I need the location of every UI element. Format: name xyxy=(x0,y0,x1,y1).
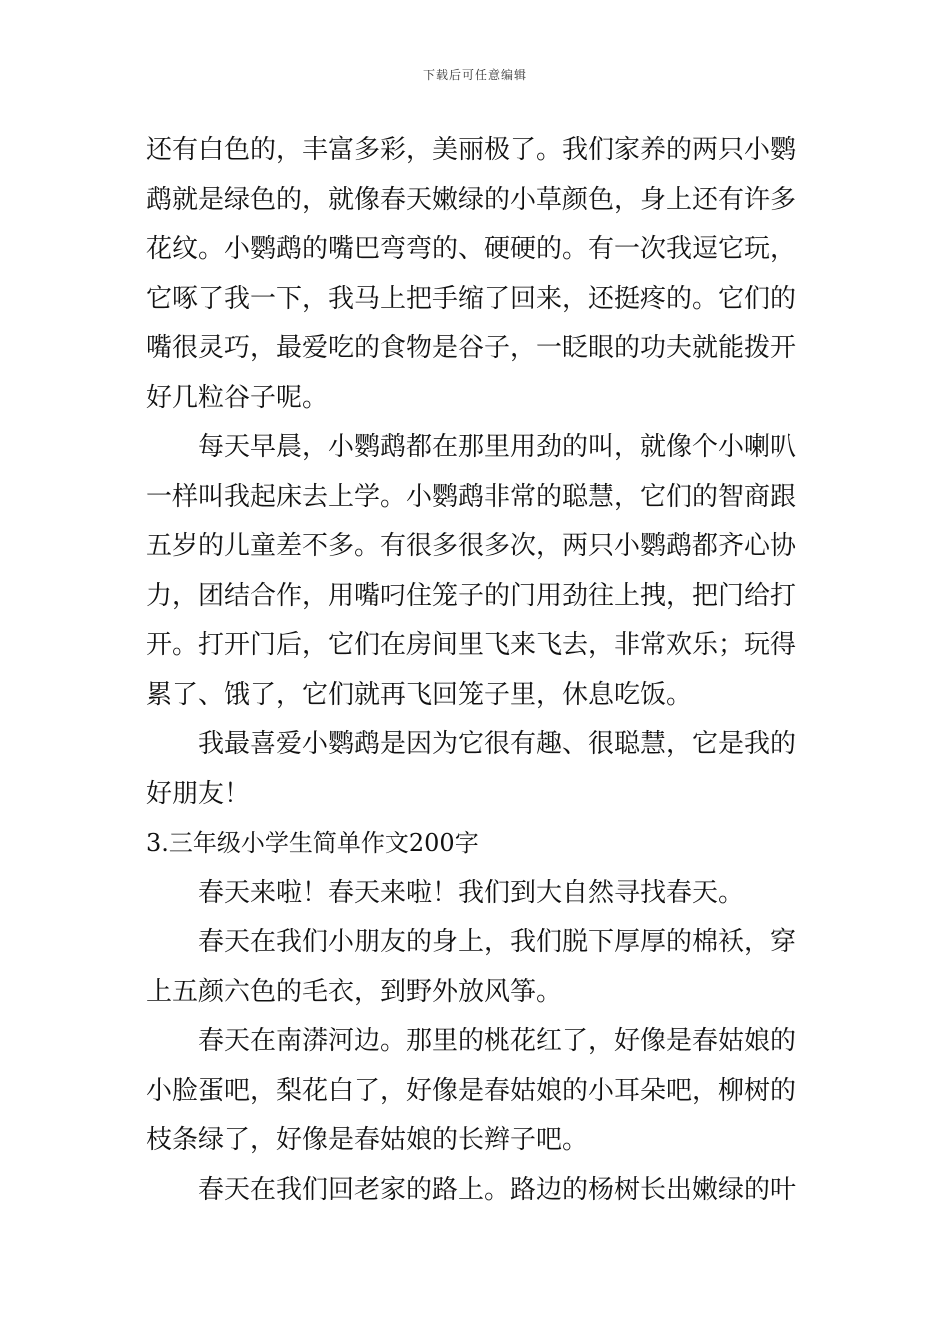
text-line: 春天在南漭河边。那里的桃花红了，好像是春姑娘的 xyxy=(198,1026,797,1056)
text-line: 春天来啦！春天来啦！我们到大自然寻找春天。 xyxy=(198,877,745,908)
text-line: 春天在我们小朋友的身上，我们脱下厚厚的棉袄，穿 xyxy=(198,927,797,957)
section-heading: 3.三年级小学生简单作文200字 xyxy=(146,829,479,857)
text-line: 还有白色的，丰富多彩，美丽极了。我们家养的两只小鹦 xyxy=(146,135,797,165)
text-line: 累了、饿了，它们就再飞回笼子里，休息吃饭。 xyxy=(146,679,693,710)
text-line: 春天在我们回老家的路上。路边的杨树长出嫩绿的叶 xyxy=(198,1174,797,1205)
text-line: 上五颜六色的毛衣，到野外放风筝。 xyxy=(146,976,563,1007)
text-line: 鹉就是绿色的，就像春天嫩绿的小草颜色，身上还有许多 xyxy=(146,184,797,215)
text-line: 好朋友！ xyxy=(146,778,251,809)
text-line: 嘴很灵巧，最爱吃的食物是谷子，一眨眼的功夫就能拨开 xyxy=(146,333,797,363)
page-header: 下载后可任意编辑 xyxy=(422,68,527,82)
text-line: 力，团结合作，用嘴叼住笼子的门用劲往上拽，把门给打 xyxy=(146,580,797,611)
text-line: 小脸蛋吧，梨花白了，好像是春姑娘的小耳朵吧，柳树的 xyxy=(146,1075,797,1106)
article-body xyxy=(146,126,810,1215)
text-line: 五岁的儿童差不多。有很多很多次，两只小鹦鹉都齐心协 xyxy=(146,531,797,561)
text-line: 枝条绿了，好像是春姑娘的长辫子吧。 xyxy=(146,1125,589,1155)
text-line: 一样叫我起床去上学。小鹦鹉非常的聪慧，它们的智商跟 xyxy=(146,481,797,512)
text-line: 每天早晨，小鹦鹉都在那里用劲的叫，就像个小喇叭 xyxy=(198,432,797,462)
text-line: 好几粒谷子呢。 xyxy=(146,382,329,413)
text-line: 它啄了我一下，我马上把手缩了回来，还挺疼的。它们的 xyxy=(146,283,797,314)
text-line: 花纹。小鹦鹉的嘴巴弯弯的、硬硬的。有一次我逗它玩， xyxy=(146,234,797,264)
text-line: 我最喜爱小鹦鹉是因为它很有趣、很聪慧，它是我的 xyxy=(198,729,797,759)
text-line: 开。打开门后，它们在房间里飞来飞去，非常欢乐；玩得 xyxy=(146,630,797,660)
